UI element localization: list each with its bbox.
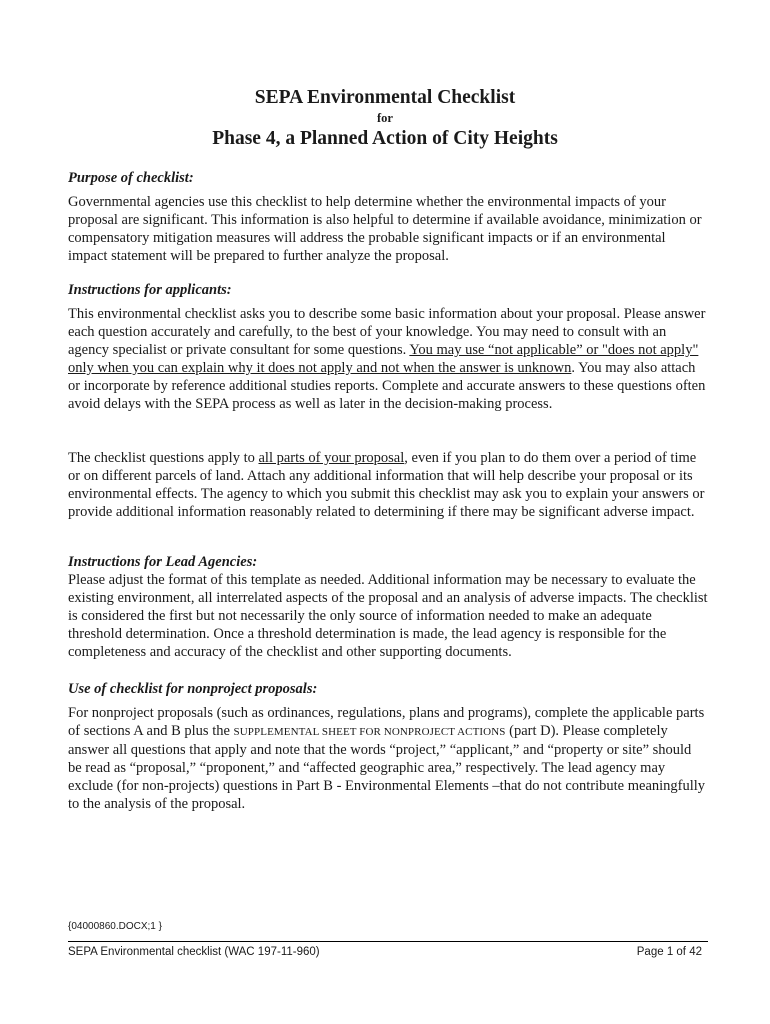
- applicants-paragraph-1: This environmental checklist asks you to describe some basic information about your proposal. Please answer each question accurately and carefully, to the best of your knowledge. You may need to consult with an agency specialist or private consultant for some questions. You may use “not applicable” or "does not apply" only when you can explain why it does not apply and not when the answer is unknown. You may also attach or incorporate by reference additional studies reports. Complete and accurate answers to these questions often avoid delays with the SEPA process as well as later in the decision-making process.: [68, 306, 706, 412]
- nonproject-heading: Use of checklist for nonproject proposals:: [68, 681, 318, 697]
- document-subtitle: Phase 4, a Planned Action of City Heights: [212, 128, 558, 149]
- purpose-paragraph: Governmental agencies use this checklist to help determine whether the environmental impacts of your proposal are significant. This information is also helpful to determine if available avoidance, minimization or compensatory mitigation measures will address the probable significant impacts or if an environmental impact statement will be prepared to further analyze the proposal.: [68, 194, 702, 264]
- footer-divider: [68, 941, 708, 942]
- not-applicable-note: You may use “not applicable” or "does not apply" only when you can explain why it does not apply and not when the answer is unknown: [68, 342, 699, 376]
- footer-citation: SEPA Environmental checklist (WAC 197-11-960): [68, 946, 320, 958]
- document-title: SEPA Environmental Checklist: [254, 87, 516, 108]
- nonproject-paragraph: For nonproject proposals (such as ordinances, regulations, plans and programs), complete the applicable parts of sections A and B plus the SUPPLEMENTAL SHEET FOR NONPROJECT ACTIONS (part D). Please completely answer all questions that apply and note that the words “project,” “applicant,” and “property or site” should be read as “proposal,” “proponent,” and “affected geographic area,” respectively. The lead agency may exclude (for non-projects) questions in Part B - Environmental Elements –that do not contribute meaningfully to the analysis of the proposal.: [68, 705, 706, 812]
- title-for: for: [377, 111, 393, 125]
- lead-agencies-paragraph: Please adjust the format of this template as needed. Additional information may be necessary to evaluate the existing environment, all interrelated aspects of the proposal and an analysis of adverse impacts. The checklist is considered the first but not necessarily the only source of information needed to make an adequate threshold determination. Once a threshold determination is made, the lead agency is responsible for the completeness and accuracy of the checklist and other supporting documents.: [68, 572, 708, 660]
- page-footer: [68, 946, 708, 958]
- all-parts-note: all parts of your proposal: [258, 450, 405, 466]
- applicants-heading: Instructions for applicants:: [68, 282, 232, 298]
- lead-agencies-heading: Instructions for Lead Agencies:: [68, 554, 258, 570]
- purpose-heading: Purpose of checklist:: [68, 170, 194, 186]
- document-id: {04000860.DOCX;1 }: [68, 921, 162, 932]
- applicants-paragraph-2: The checklist questions apply to all parts of your proposal, even if you plan to do them over a period of time or on different parcels of land. Attach any additional information that will help describe your proposal or its environmental effects. The agency to which you submit this checklist may ask you to explain your answers or provide additional information reasonably related to determining if there may be significant adverse impact.: [68, 450, 705, 520]
- page-number: Page 1 of 42: [636, 946, 702, 958]
